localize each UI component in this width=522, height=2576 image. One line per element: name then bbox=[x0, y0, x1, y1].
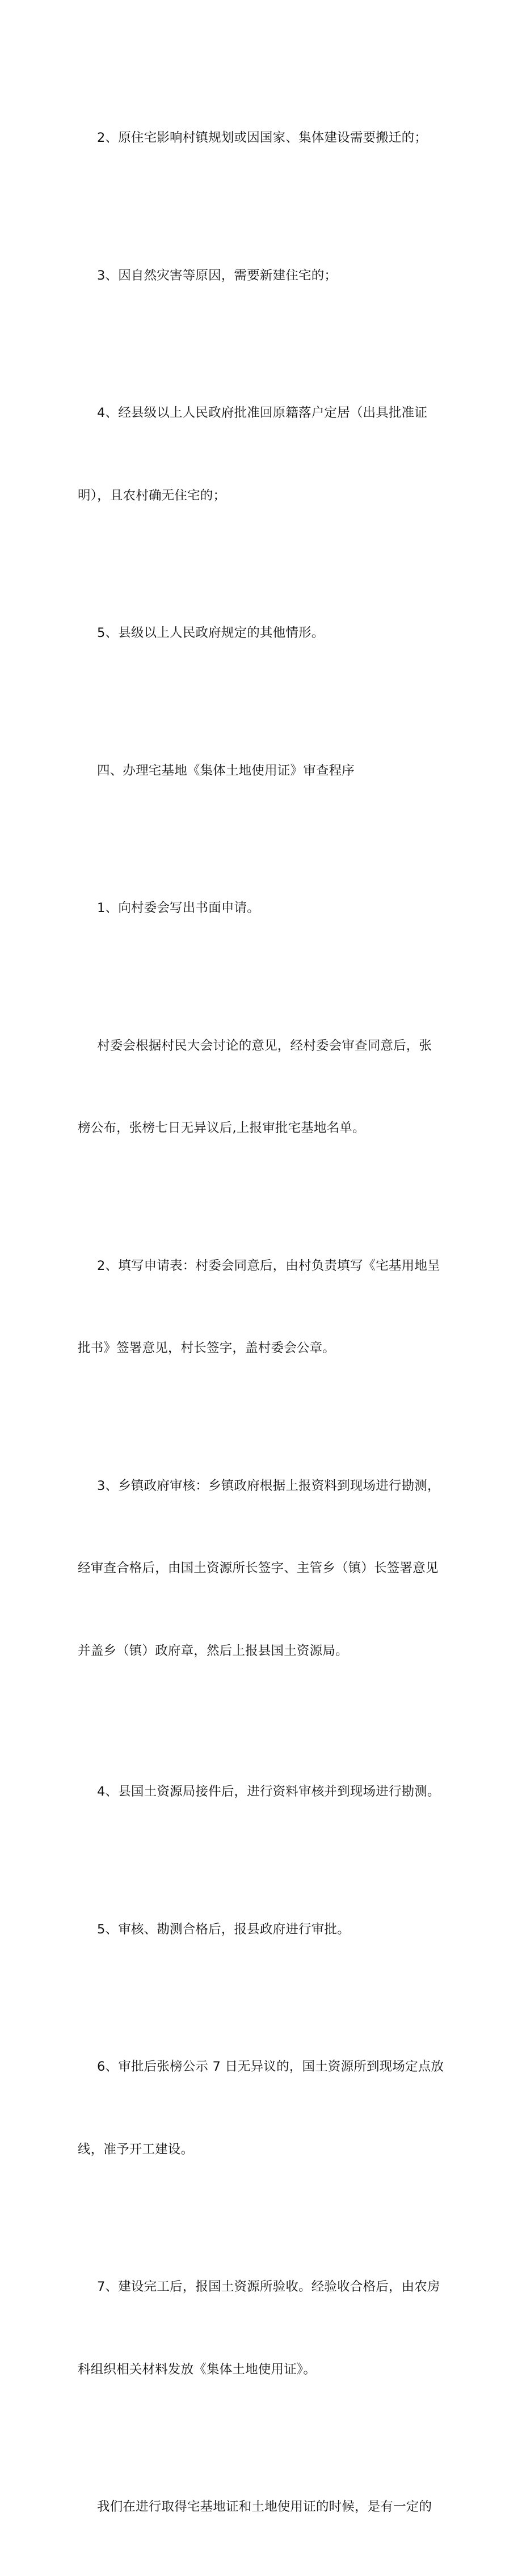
paragraph-step-1 bbox=[78, 839, 452, 977]
paragraph-item-3 bbox=[78, 207, 452, 345]
text-line: 村委会根据村民大会讨论的意见，经村委会审查同意后，张 bbox=[97, 1038, 432, 1053]
text-line: 榜公布，张榜七日无异议后,上报审批宅基地名单。 bbox=[78, 1121, 365, 1135]
paragraph-step-7 bbox=[78, 2218, 452, 2438]
text-line: 4、县国土资源局接件后，进行资料审核并到现场进行勘测。 bbox=[97, 1784, 440, 1799]
paragraph-step-2 bbox=[78, 1197, 452, 1417]
paragraph-step-4 bbox=[78, 1723, 452, 1861]
text-line: 4、经县级以上人民政府批准回原籍落户定居（出具批准证 bbox=[97, 406, 428, 420]
paragraph-step-3 bbox=[78, 1417, 452, 1720]
text-line: 6、审批后张榜公示 7 日无异议的，国土资源所到现场定点放 bbox=[97, 2059, 444, 2074]
text-line: 科组织相关材料发放《集体土地使用证》。 bbox=[78, 2362, 317, 2377]
paragraph-closing bbox=[78, 2438, 452, 2576]
paragraph-item-2 bbox=[78, 69, 452, 207]
text-line: 2、填写申请表：村委会同意后，由村负责填写《宅基用地呈 bbox=[97, 1258, 440, 1273]
text-line: 1、向村委会写出书面申请。 bbox=[97, 901, 260, 915]
paragraph-step-1-detail bbox=[78, 977, 452, 1197]
text-line: 经审查合格后，由国土资源所长签字、主管乡（镇）长签署意见 bbox=[78, 1561, 439, 1576]
text-line: 3、因自然灾害等原因，需要新建住宅的； bbox=[97, 268, 338, 283]
text-line: 2、原住宅影响村镇规划或因国家、集体建设需要搬迁的； bbox=[97, 130, 428, 145]
text-line: 7、建设完工后，报国土资源所验收。经验收合格后，由农房 bbox=[97, 2279, 440, 2294]
document-body bbox=[78, 69, 452, 2576]
text-line: 并盖乡（镇）政府章，然后上报县国土资源局。 bbox=[78, 1643, 348, 1658]
paragraph-step-5 bbox=[78, 1861, 452, 1999]
text-line: 3、乡镇政府审核：乡镇政府根据上报资料到现场进行勘测， bbox=[97, 1478, 440, 1493]
text-line: 5、审核、勘测合格后，报县政府进行审批。 bbox=[97, 1922, 350, 1937]
text-line: 批书》签署意见，村长签字，盖村委会公章。 bbox=[78, 1341, 336, 1355]
text-line: 线，准予开工建设。 bbox=[78, 2142, 194, 2157]
paragraph-item-4 bbox=[78, 344, 452, 564]
section-heading bbox=[78, 702, 452, 840]
text-line: 明），且农村确无住宅的； bbox=[78, 488, 226, 503]
paragraph-step-6 bbox=[78, 1998, 452, 2218]
text-line: 5、县级以上人民政府规定的其他情形。 bbox=[97, 626, 325, 640]
text-line: 四、办理宅基地《集体土地使用证》审查程序 bbox=[97, 763, 355, 778]
paragraph-item-5 bbox=[78, 564, 452, 702]
text-line: 我们在进行取得宅基地证和土地使用证的时候，是有一定的 bbox=[97, 2499, 432, 2514]
